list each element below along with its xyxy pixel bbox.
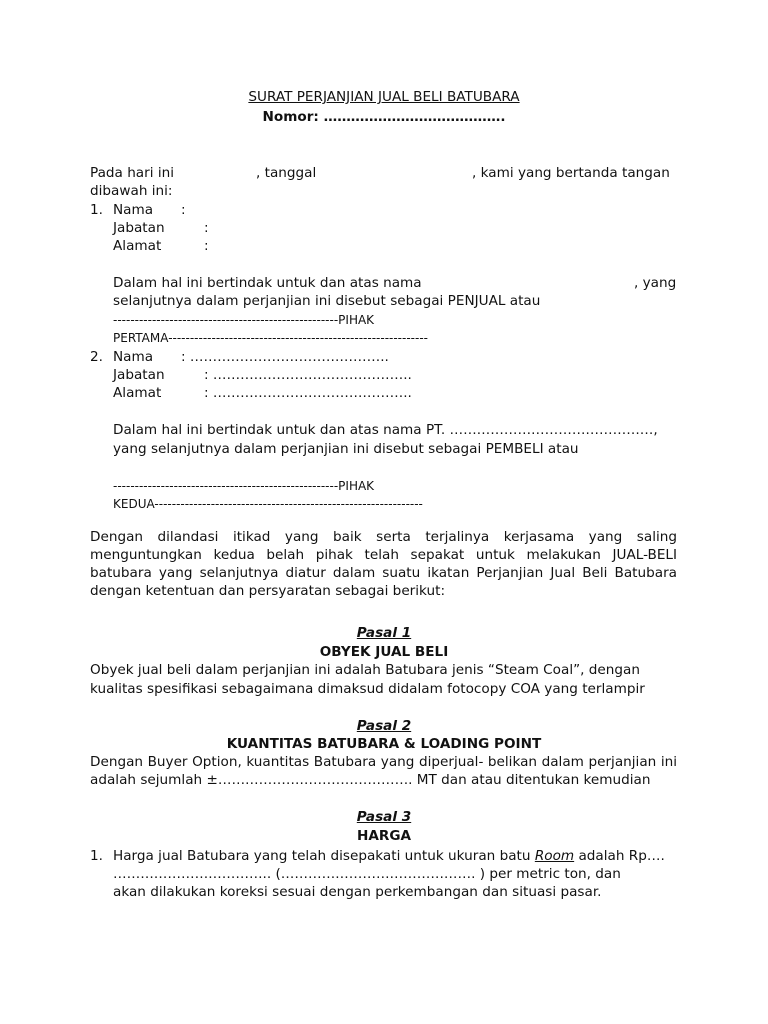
pasal1-line2: kualitas spesifikasi sebagaimana dimaksud didalam fotocopy COA yang terlampir [90,681,645,697]
opening-pada-hari: Pada hari ini [90,165,174,181]
party1-act-line1: Dalam hal ini bertindak untuk dan atas nama [113,275,422,291]
party2-jabatan-label: Jabatan [113,367,165,383]
party1-alamat-label: Alamat [113,238,162,254]
party1-jabatan-colon: : [204,220,209,236]
party2-nama-label: Nama [113,349,154,365]
party2-jabatan-value: : …………………………………….. [204,367,412,383]
pasal3-heading: HARGA [356,828,412,844]
pasal3-room-term: Room [534,848,575,864]
party1-nama-colon: : [181,202,186,218]
intro-paragraph: Dengan dilandasi itikad yang baik serta terjalinya kerjasama yang saling menguntungkan kedua belah pihak telah sepakat untuk melakukan JUAL-BELI batubara yang selanjutnya diatur dalam suatu ikatan Perjanjian Jual Beli Batubara dengan ketentuan dan persyaratan sebagai berikut: [90,529,677,599]
party1-dash-line2: PERTAMA------------------------------------------------------------ [113,331,428,345]
pasal3-item-number: 1. [90,848,103,864]
opening-tanggal: , tanggal [256,165,317,181]
pasal2-body: Dengan Buyer Option, kuantitas Batubara yang diperjual- belikan dalam perjanjian ini adalah sejumlah ±……………………………………. MT dan atau ditentukan kemudian [90,754,677,788]
pasal3-line1-text: Harga jual Batubara yang telah disepakati untuk ukuran batu [113,848,531,864]
party2-number: 2. [90,349,103,365]
pasal3-line1 [113,847,665,865]
pasal3-label: Pasal 3 [356,809,412,825]
pasal1-line1: Obyek jual beli dalam perjanjian ini adalah Batubara jenis “Steam Coal”, dengan [90,662,640,678]
party1-jabatan-label: Jabatan [113,220,165,236]
party2-alamat-value: : …………………………………….. [204,385,412,401]
party2-dash-line1: ----------------------------------------------------PIHAK [113,479,375,493]
document-number [0,108,768,126]
document-title: SURAT PERJANJIAN JUAL BELI BATUBARA [248,89,520,105]
pasal2-heading: KUANTITAS BATUBARA & LOADING POINT [226,736,542,752]
party2-act-line1: Dalam hal ini bertindak untuk dan atas nama PT. ………………………………………, [113,422,658,438]
opening-kami: , kami yang bertanda tangan [472,165,670,181]
party1-dash-line1: ----------------------------------------------------PIHAK [113,313,375,327]
party1-act-line2: selanjutnya dalam perjanjian ini disebut sebagai PENJUAL atau [113,293,541,309]
nomor-label: Nomor: [262,109,319,125]
pasal3-line1-end: adalah Rp…. [574,848,665,864]
party1-act-line1-end: , yang [634,275,677,291]
party1-alamat-colon: : [204,238,209,254]
party1-nama-label: Nama [113,202,154,218]
pasal2-label: Pasal 2 [356,718,412,734]
opening-dibawah: dibawah ini: [90,183,173,199]
party2-dash-line2: KEDUA-------------------------------------------------------------- [113,497,423,511]
pasal1-heading: OBYEK JUAL BELI [319,644,449,660]
party2-act-line2: yang selanjutnya dalam perjanjian ini disebut sebagai PEMBELI atau [113,441,579,457]
pasal3-line2: …………………………….. (……………………………………. ) per metric ton, dan [113,866,621,882]
party2-alamat-label: Alamat [113,385,162,401]
party2-nama-value: : …………………………………….. [181,349,389,365]
pasal1-label: Pasal 1 [356,625,412,641]
party1-number: 1. [90,202,103,218]
nomor-value: …………………………………. [323,109,506,125]
pasal3-line3: akan dilakukan koreksi sesuai dengan perkembangan dan situasi pasar. [113,884,602,900]
